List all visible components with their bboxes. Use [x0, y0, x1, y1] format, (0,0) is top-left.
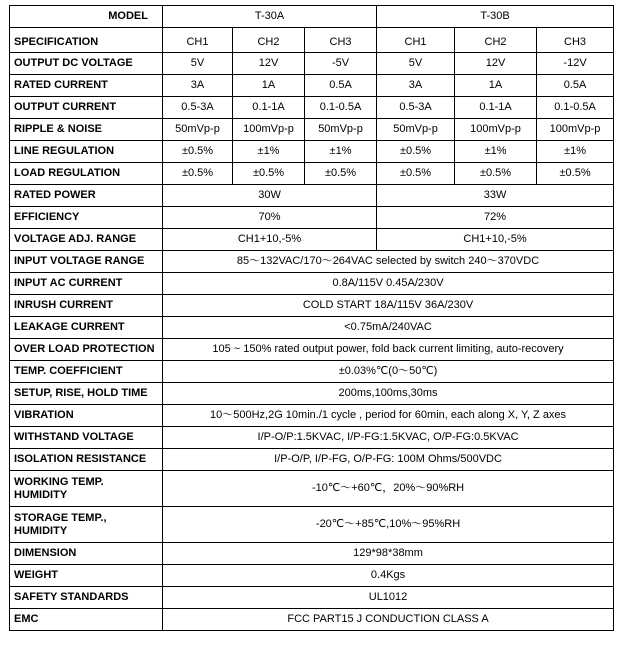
table-row — [10, 449, 614, 471]
cell-value: -5V — [305, 53, 377, 75]
row-label: ISOLATION RESISTANCE — [10, 449, 163, 471]
channel-header: CH1 — [163, 28, 233, 53]
row-label: INPUT AC CURRENT — [10, 273, 163, 295]
row-label: OUTPUT DC VOLTAGE — [10, 53, 163, 75]
cell-value: 105 ~ 150% rated output power, fold back current limiting, auto-recovery — [163, 339, 614, 361]
cell-value: ±0.5% — [163, 163, 233, 185]
cell-value: 0.5-3A — [377, 97, 455, 119]
channel-header: CH3 — [305, 28, 377, 53]
cell-value: -12V — [537, 53, 614, 75]
table-row — [10, 507, 614, 543]
row-label: EMC — [10, 609, 163, 631]
cell-value: ±0.5% — [455, 163, 537, 185]
cell-value: 100mVp-p — [455, 119, 537, 141]
cell-value: 12V — [455, 53, 537, 75]
table-row — [10, 251, 614, 273]
cell-value: 70% — [163, 207, 377, 229]
table-row — [10, 383, 614, 405]
row-label: EFFICIENCY — [10, 207, 163, 229]
row-label: DIMENSION — [10, 543, 163, 565]
cell-value: CH1+10,-5% — [377, 229, 614, 251]
table-row — [10, 471, 614, 507]
cell-value: -20℃～+85℃,10%～95%RH — [163, 507, 614, 543]
cell-value: 10～500Hz,2G 10min./1 cycle , period for 60min, each along X, Y, Z axes — [163, 405, 614, 427]
cell-value: UL1012 — [163, 587, 614, 609]
cell-value: ±0.5% — [377, 163, 455, 185]
table-row — [10, 339, 614, 361]
row-label: WEIGHT — [10, 565, 163, 587]
cell-value: 12V — [233, 53, 305, 75]
model-name: T-30B — [377, 6, 614, 28]
cell-value: 33W — [377, 185, 614, 207]
table-row — [10, 405, 614, 427]
cell-value: ±1% — [537, 141, 614, 163]
cell-value: 3A — [377, 75, 455, 97]
cell-value: 50mVp-p — [377, 119, 455, 141]
cell-value: 200ms,100ms,30ms — [163, 383, 614, 405]
table-row — [10, 229, 614, 251]
table-row — [10, 141, 614, 163]
table-row — [10, 163, 614, 185]
row-label: RATED CURRENT — [10, 75, 163, 97]
specification-label: SPECIFICATION — [10, 28, 163, 53]
cell-value: I/P-O/P, I/P-FG, O/P-FG: 100M Ohms/500VDC — [163, 449, 614, 471]
row-label: RATED POWER — [10, 185, 163, 207]
row-label: OVER LOAD PROTECTION — [10, 339, 163, 361]
cell-value: 50mVp-p — [305, 119, 377, 141]
table-row — [10, 97, 614, 119]
cell-value: 3A — [163, 75, 233, 97]
cell-value: 129*98*38mm — [163, 543, 614, 565]
specification-table — [9, 5, 614, 631]
cell-value: ±0.5% — [537, 163, 614, 185]
cell-value: 0.4Kgs — [163, 565, 614, 587]
table-row — [10, 543, 614, 565]
cell-value: 0.5A — [305, 75, 377, 97]
row-label: STORAGE TEMP., HUMIDITY — [10, 507, 163, 543]
cell-value: 0.1-0.5A — [537, 97, 614, 119]
cell-value: 1A — [233, 75, 305, 97]
table-row — [10, 75, 614, 97]
table-row — [10, 273, 614, 295]
cell-value: ±0.5% — [377, 141, 455, 163]
cell-value: ±0.5% — [163, 141, 233, 163]
cell-value: 0.1-0.5A — [305, 97, 377, 119]
cell-value: 30W — [163, 185, 377, 207]
row-label: WORKING TEMP. HUMIDITY — [10, 471, 163, 507]
cell-value: 0.5-3A — [163, 97, 233, 119]
table-row — [10, 317, 614, 339]
row-label: SETUP, RISE, HOLD TIME — [10, 383, 163, 405]
cell-value: COLD START 18A/115V 36A/230V — [163, 295, 614, 317]
table-row — [10, 119, 614, 141]
row-label: WITHSTAND VOLTAGE — [10, 427, 163, 449]
channel-header: CH2 — [233, 28, 305, 53]
table-row — [10, 427, 614, 449]
cell-value: -10℃～+60℃，20%～90%RH — [163, 471, 614, 507]
cell-value: 0.5A — [537, 75, 614, 97]
table-row — [10, 185, 614, 207]
cell-value: FCC PART15 J CONDUCTION CLASS A — [163, 609, 614, 631]
cell-value: 100mVp-p — [537, 119, 614, 141]
table-row — [10, 295, 614, 317]
row-label: RIPPLE & NOISE — [10, 119, 163, 141]
cell-value: 85～132VAC/170～264VAC selected by switch 240～370VDC — [163, 251, 614, 273]
table-row — [10, 361, 614, 383]
cell-value: I/P-O/P:1.5KVAC, I/P-FG:1.5KVAC, O/P-FG:0.5KVAC — [163, 427, 614, 449]
cell-value: 5V — [163, 53, 233, 75]
row-label: TEMP. COEFFICIENT — [10, 361, 163, 383]
spec-table-container — [9, 5, 614, 631]
table-row — [10, 565, 614, 587]
table-row — [10, 207, 614, 229]
channel-header: CH3 — [537, 28, 614, 53]
cell-value: ±1% — [305, 141, 377, 163]
cell-value: 0.8A/115V 0.45A/230V — [163, 273, 614, 295]
table-row — [10, 609, 614, 631]
cell-value: CH1+10,-5% — [163, 229, 377, 251]
row-label: SAFETY STANDARDS — [10, 587, 163, 609]
cell-value: 0.1-1A — [233, 97, 305, 119]
cell-value: ±0.5% — [233, 163, 305, 185]
cell-value: ±1% — [455, 141, 537, 163]
table-row — [10, 53, 614, 75]
row-label: LOAD REGULATION — [10, 163, 163, 185]
cell-value: 100mVp-p — [233, 119, 305, 141]
cell-value: 1A — [455, 75, 537, 97]
cell-value: ±0.03%℃(0～50℃) — [163, 361, 614, 383]
row-label: OUTPUT CURRENT — [10, 97, 163, 119]
cell-value: 5V — [377, 53, 455, 75]
cell-value: ±0.5% — [305, 163, 377, 185]
row-label: LINE REGULATION — [10, 141, 163, 163]
row-label: VIBRATION — [10, 405, 163, 427]
row-label: INPUT VOLTAGE RANGE — [10, 251, 163, 273]
cell-value: 0.1-1A — [455, 97, 537, 119]
row-label: INRUSH CURRENT — [10, 295, 163, 317]
cell-value: ±1% — [233, 141, 305, 163]
model-name: T-30A — [163, 6, 377, 28]
cell-value: 50mVp-p — [163, 119, 233, 141]
cell-value: 72% — [377, 207, 614, 229]
model-label: MODEL — [10, 6, 163, 28]
model-header-row — [10, 6, 614, 28]
channel-header-row — [10, 28, 614, 53]
row-label: LEAKAGE CURRENT — [10, 317, 163, 339]
row-label: VOLTAGE ADJ. RANGE — [10, 229, 163, 251]
table-row — [10, 587, 614, 609]
channel-header: CH2 — [455, 28, 537, 53]
cell-value: <0.75mA/240VAC — [163, 317, 614, 339]
channel-header: CH1 — [377, 28, 455, 53]
